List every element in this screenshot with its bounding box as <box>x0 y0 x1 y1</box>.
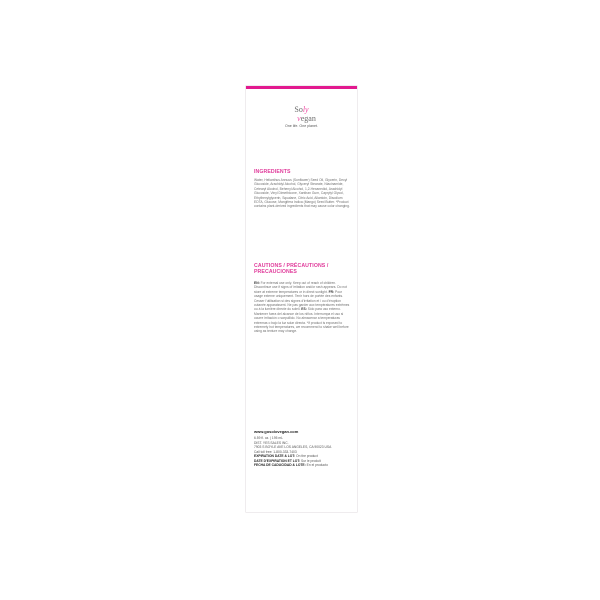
caution-note: *If product is exposed to extremely hot temperatures, we recommend to shake well before using as texture may change. <box>254 320 349 334</box>
brand-tagline: One life. One planet. <box>285 124 318 128</box>
expiration-es: FECHA DE CADUCIDAD & LOTE: En el producto <box>254 463 328 467</box>
address: 7903 S BOYLE AVE LOS ANGELES, CA 90023 USA <box>254 445 332 449</box>
caution-en-text: For external use only. Keep out of reach of children. Discontinue use if signs of irritation and/or rash appears. Do not store at extreme temperatures or in direct sunlight. <box>254 281 347 294</box>
caution-en-label: EN: <box>254 281 260 285</box>
brand-logo <box>246 105 357 123</box>
toll-free: Call toll free: 1-800-333-7403 <box>254 449 297 454</box>
expiration-fr: DATE D'EXPIRATION ET LOT: Sur le produit <box>254 458 321 463</box>
logo-text-ly: ly <box>302 105 309 114</box>
ingredients-note: *Product contains plant-derived ingredients that may cause color changing. <box>254 200 350 209</box>
website-url: www.gosolovegan.com <box>254 429 299 434</box>
caution-fr-text: Pour usage externe uniquement. Tenir hors de portée des enfants. Cesser l'utilisation si des signes d'irritation et / ou d'éruption cutanée apparaissent. Ne pas garder aux températures extrêmes ou à la lumière directe du soleil. <box>254 289 350 312</box>
cautions-text <box>254 281 350 334</box>
logo-text-egan: egan <box>300 114 316 123</box>
ingredients-list <box>254 178 350 209</box>
product-info <box>254 430 352 468</box>
accent-bar <box>246 86 357 89</box>
logo-text-so: So <box>294 105 303 114</box>
caution-es-label: ES: <box>301 307 307 312</box>
distributor: DIST. YES SALES INC. <box>254 440 289 445</box>
cautions-heading: CAUTIONS / PRÉCAUTIONS / PRECAUCIONES <box>254 263 329 275</box>
package-panel <box>246 86 357 512</box>
ingredients-heading: INGREDIENTS <box>254 169 291 175</box>
caution-fr-label: FR: <box>328 289 335 294</box>
volume: 6.59 fl. oz. | 195 mL <box>254 436 283 440</box>
logo-v-mark: v <box>297 114 301 123</box>
caution-es-text: Sólo para uso externo. Mantener fuera del alcance de los niños. Interrumpa el uso si ocurre irritación o sarpullido. No almacenar a temperaturas extremas o bajo la luz solar directa. <box>254 307 344 325</box>
ingredients-text: Water, Helianthus Annuus (Sunflower) Seed Oil, Glycerin, Decyl Glucoside, Arachidyl Alcohol, Glyceryl Stearate, Niacinamide, Cetearyl Alcohol, Behenyl Alcohol, 1,2-Hexanediol, Arachidyl Glucoside, Vinyl Dimethicone, Xanthan Gum, Caprylyl Glycol, Ethylhexylglycerin, Squalane, Citric Acid, Allantoin, Disodium EDTA, Glucose, Mangifera Indica (Mango) Seed Butter. <box>254 178 348 205</box>
expiration-en: EXPIRATION DATE & LOT: On the product <box>254 454 318 458</box>
